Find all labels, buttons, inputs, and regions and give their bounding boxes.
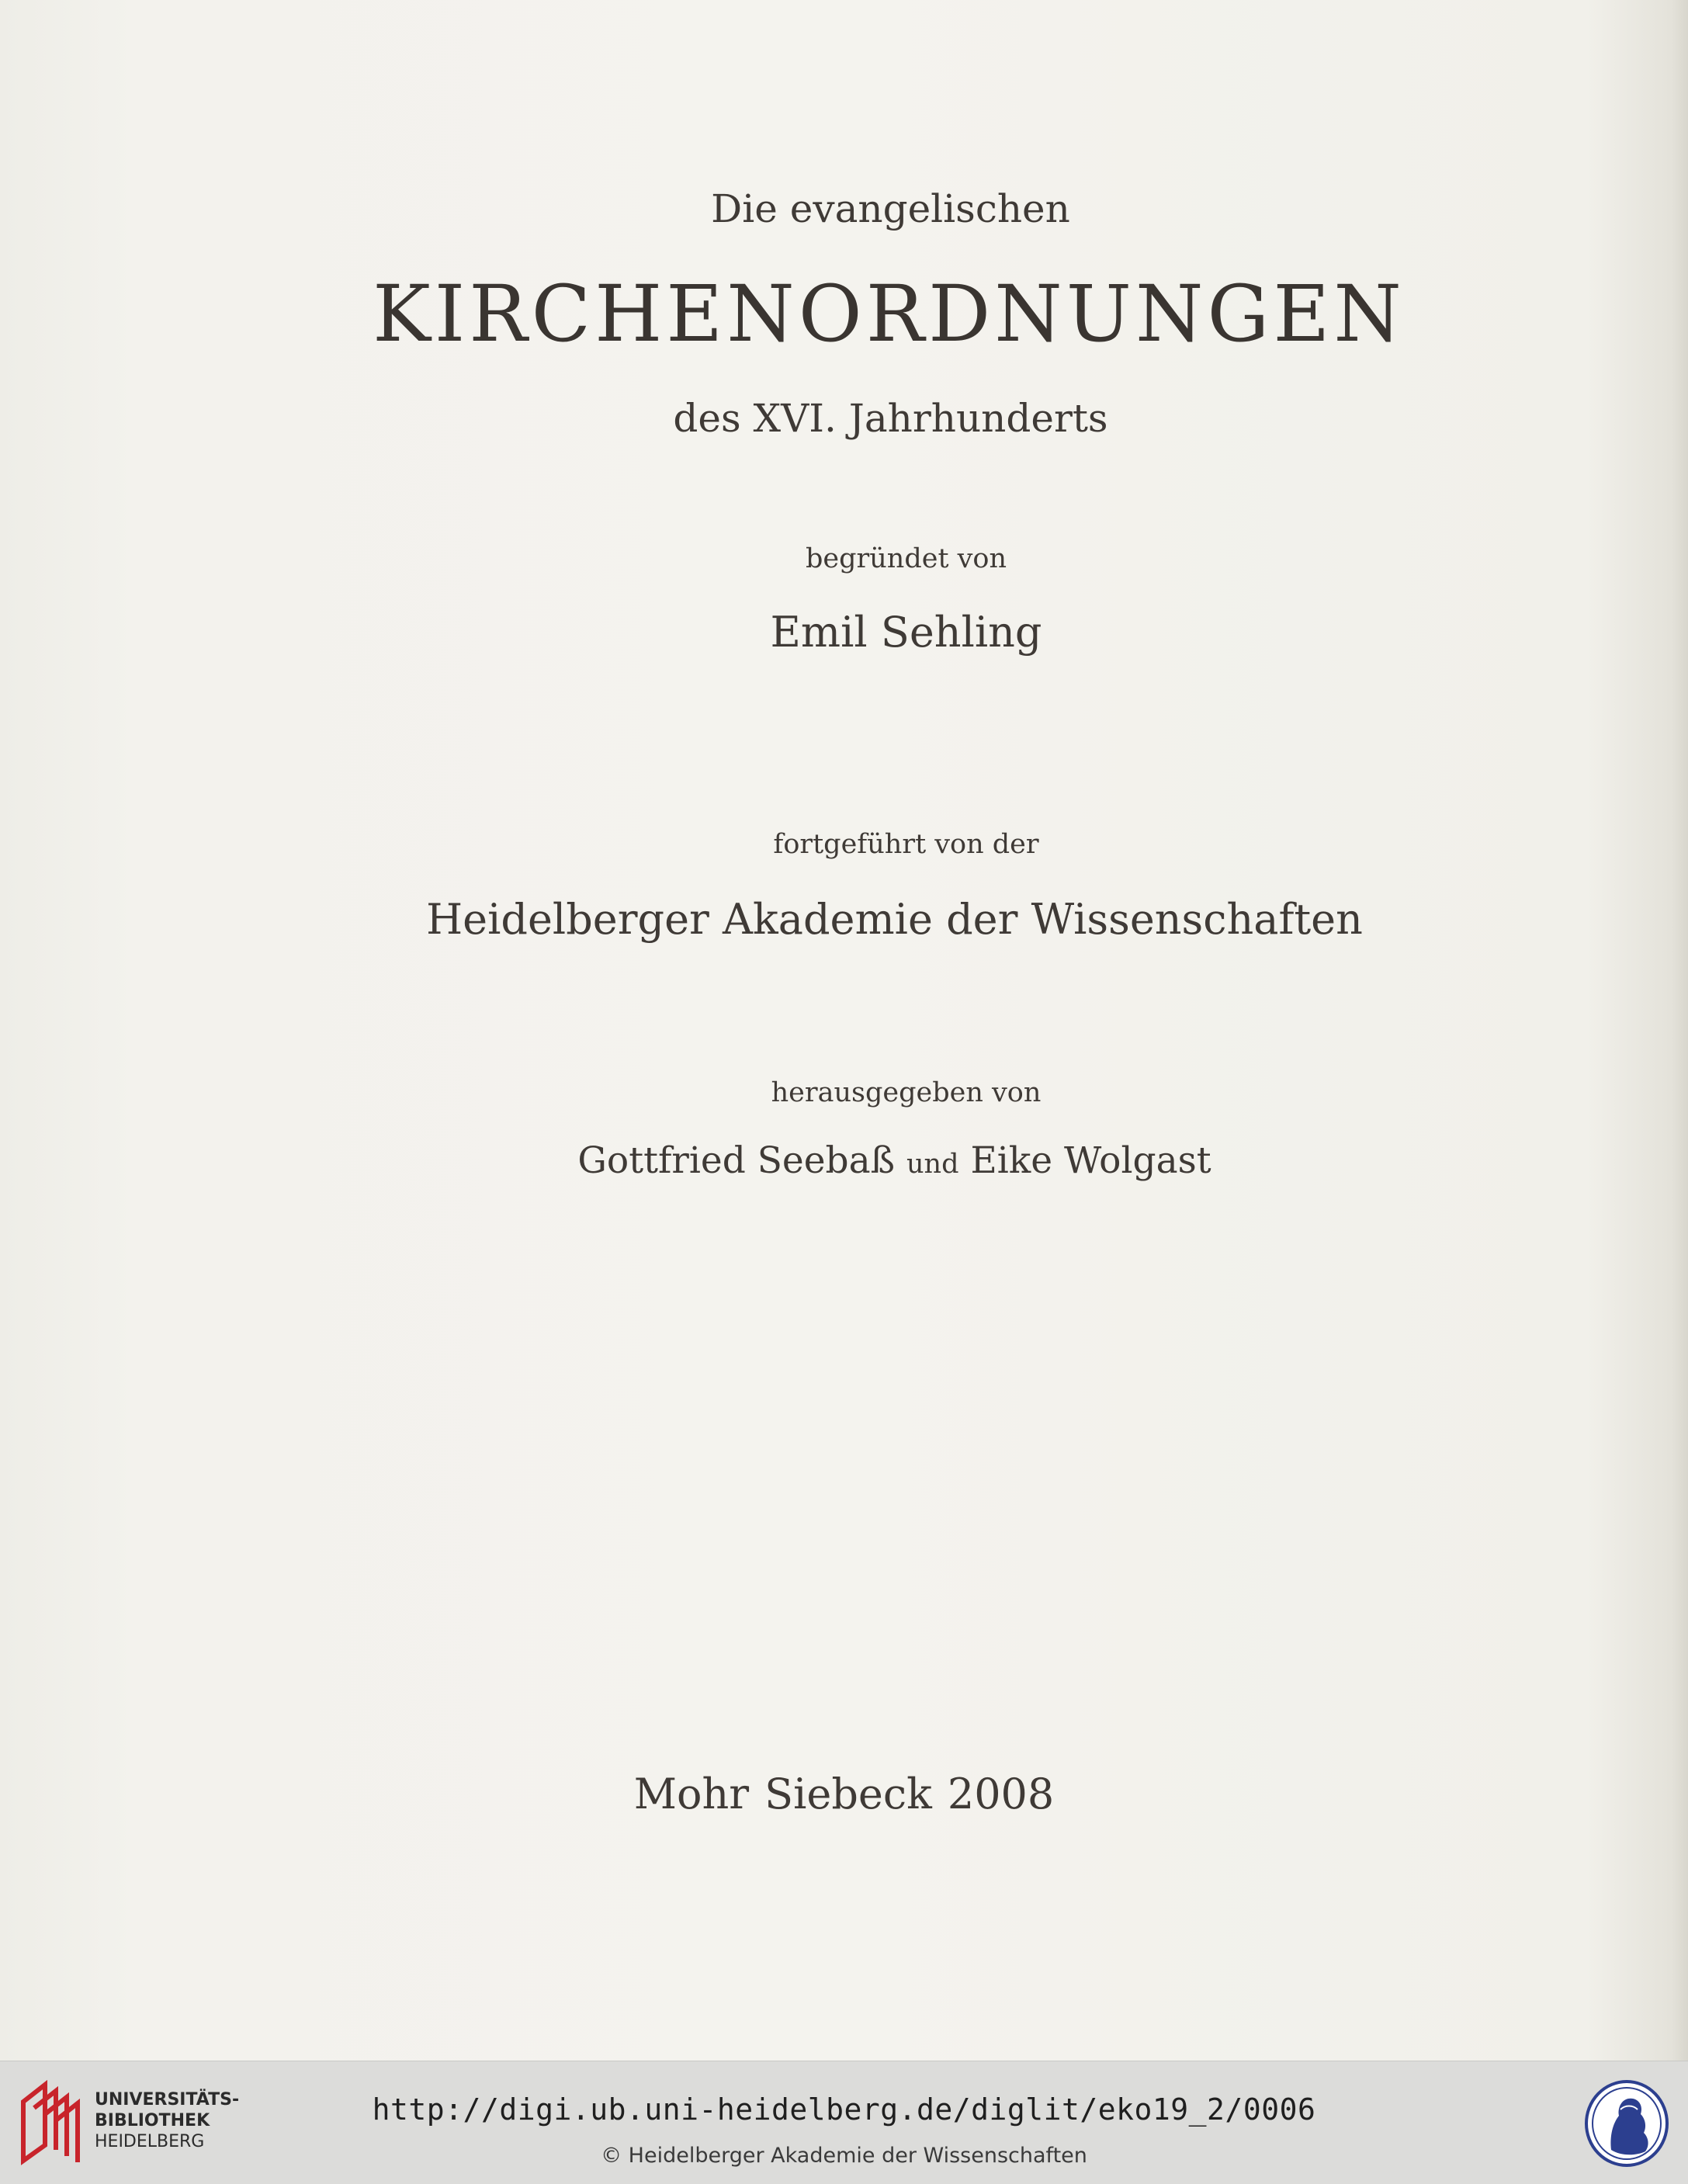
continued-label: fortgeführt von der [773,829,1039,860]
founded-label: begründet von [805,543,1007,574]
main-title: KIRCHENORDNUNGEN [373,269,1406,359]
edited-label: herausgegeben von [771,1077,1042,1108]
academy-seal-icon[interactable] [1583,2078,1670,2168]
publisher-name-2: Siebeck [764,1770,932,1818]
permalink-url[interactable]: http://digi.ub.uni-heidelberg.de/diglit/eko19_2/0006 [372,2092,1316,2127]
century-subtitle: des XVI. Jahrhunderts [673,396,1108,441]
editor-1: Gottfried Seebaß [577,1139,896,1182]
pre-title: Die evangelischen [711,186,1070,231]
library-name-line-3: HEIDELBERG [95,2132,205,2151]
editor-2: Eike Wolgast [970,1139,1211,1182]
publication-year: 2008 [947,1770,1055,1818]
library-name-line-2: BIBLIOTHEK [95,2111,210,2130]
academy-name: Heidelberger Akademie der Wissenschaften [426,895,1363,944]
viewer-footer [0,2061,1688,2184]
editor-joiner: und [906,1149,959,1180]
founder-name: Emil Sehling [770,608,1042,657]
copyright-notice: © Heidelberger Akademie der Wissenschaften [601,2144,1087,2168]
editors [50,1139,1688,1182]
library-name-line-1: UNIVERSITÄTS- [95,2090,240,2109]
publisher-name-1: Mohr [633,1770,750,1818]
publisher-imprint [0,1770,1688,1818]
